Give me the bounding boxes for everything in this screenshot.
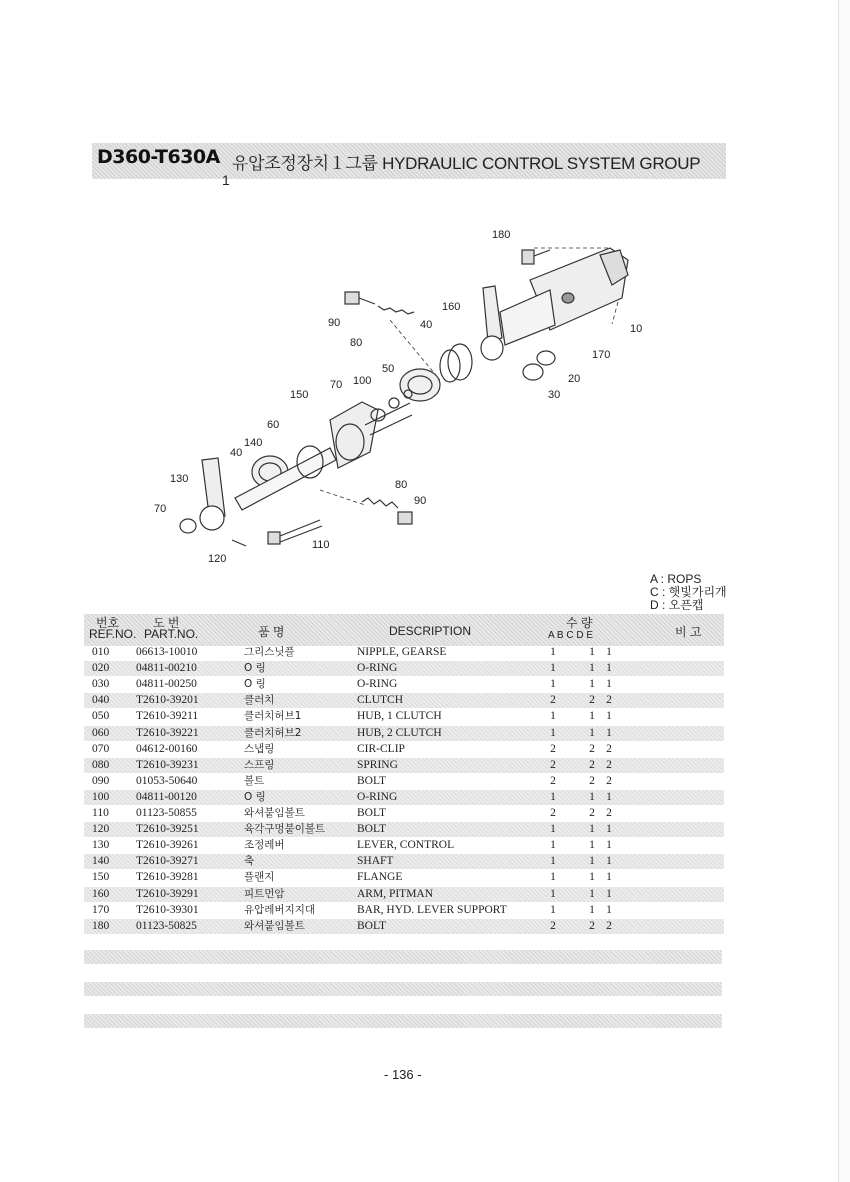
table-row [84, 693, 724, 708]
table-row [84, 870, 724, 885]
callout-180: 180 [492, 229, 511, 241]
cell-part: T2610-39271 [136, 855, 199, 868]
callout-90: 90 [328, 317, 341, 329]
cell-kor: 그리스닛플 [244, 646, 295, 658]
cell-ref: 110 [92, 807, 109, 819]
cell-ref: 090 [92, 774, 110, 787]
header-ref-eng: REF.NO. [89, 627, 137, 641]
cell-c: 1 [589, 662, 595, 675]
table-row [84, 709, 724, 724]
cell-kor: 클러치허브1 [244, 710, 302, 723]
cell-a: 1 [550, 726, 556, 739]
cell-c: 2 [589, 694, 595, 707]
cell-desc: NIPPLE, GEARSE [357, 646, 447, 658]
model-code: D360-T630A [97, 146, 220, 168]
cell-desc: SPRING [357, 758, 398, 771]
cell-part: 04811-00250 [136, 678, 197, 691]
exploded-parts-diagram [150, 220, 650, 570]
callout-120: 120 [208, 553, 227, 565]
table-row [84, 887, 724, 902]
table-row [84, 903, 724, 918]
cell-part: T2610-39281 [136, 871, 199, 884]
cell-kor: 볼트 [244, 774, 265, 787]
callout-160: 160 [442, 301, 461, 313]
callout-70-lower: 70 [154, 503, 167, 515]
table-row [84, 806, 724, 821]
cell-d: 2 [606, 742, 612, 755]
cell-c: 1 [589, 710, 595, 723]
cell-ref: 100 [92, 790, 110, 803]
cell-d: 2 [606, 758, 612, 771]
cell-part: 06613-10010 [136, 646, 198, 658]
cell-part: 01053-50640 [136, 774, 198, 787]
cell-a: 1 [550, 855, 556, 868]
cell-kor: 플랜지 [244, 871, 275, 884]
cell-a: 1 [550, 839, 556, 852]
cell-desc: O-RING [357, 662, 398, 675]
cell-desc: LEVER, CONTROL [357, 839, 455, 852]
cell-c: 1 [589, 646, 595, 658]
callout-70: 70 [330, 379, 343, 391]
table-row [84, 645, 724, 660]
cell-desc: BOLT [357, 774, 386, 787]
callout-40: 40 [420, 319, 433, 331]
cell-ref: 160 [92, 887, 110, 900]
cell-kor: 스프링 [244, 758, 275, 771]
cell-c: 1 [589, 726, 595, 739]
cell-desc: SHAFT [357, 855, 394, 868]
cell-a: 2 [550, 807, 556, 819]
cell-c: 1 [589, 871, 595, 884]
callout-140: 140 [244, 437, 263, 449]
cell-d: 1 [606, 855, 612, 868]
callout-20: 20 [568, 373, 581, 385]
cell-part: T2610-39221 [136, 726, 199, 739]
cell-d: 1 [606, 903, 612, 916]
cell-a: 2 [550, 774, 556, 787]
cell-c: 2 [589, 919, 595, 932]
legend-item: C : 햇빛가리개 [650, 585, 727, 599]
cell-part: T2610-39251 [136, 823, 199, 836]
callout-150: 150 [290, 389, 309, 401]
cell-kor: 피트먼암 [244, 887, 285, 900]
empty-row-band [84, 1014, 722, 1028]
cell-kor: 와셔붙임볼트 [244, 919, 305, 932]
cell-d: 1 [606, 871, 612, 884]
callout-130: 130 [170, 473, 189, 485]
cell-part: T2610-39301 [136, 903, 199, 916]
cell-ref: 180 [92, 919, 110, 932]
cell-d: 1 [606, 710, 612, 723]
cell-c: 2 [589, 774, 595, 787]
header-qty-cols: A B C D E [548, 630, 594, 641]
cell-desc: O-RING [357, 790, 398, 803]
cell-kor: 스냅링 [244, 742, 275, 755]
cell-d: 1 [606, 887, 612, 900]
cell-kor: 클러치허브2 [244, 726, 302, 739]
empty-row-band [84, 982, 722, 996]
cell-d: 1 [606, 823, 612, 836]
cell-kor: O 링 [244, 662, 266, 675]
callout-50: 50 [382, 363, 395, 375]
cell-desc: CIR-CLIP [357, 742, 405, 755]
callout-30: 30 [548, 389, 561, 401]
cell-d: 1 [606, 726, 612, 739]
cell-a: 1 [550, 678, 556, 691]
cell-desc: HUB, 2 CLUTCH [357, 726, 442, 739]
cell-d: 1 [606, 646, 612, 658]
cell-part: T2610-39261 [136, 839, 199, 852]
cell-a: 2 [550, 694, 556, 707]
cell-kor: 조정레버 [244, 839, 285, 852]
cell-c: 1 [589, 887, 595, 900]
cell-d: 1 [606, 790, 612, 803]
cell-c: 1 [589, 839, 595, 852]
cell-d: 2 [606, 919, 612, 932]
cell-a: 2 [550, 758, 556, 771]
cell-desc: ARM, PITMAN [357, 887, 434, 900]
callout-110: 110 [312, 539, 330, 551]
cell-d: 2 [606, 774, 612, 787]
cell-a: 1 [550, 662, 556, 675]
table-row [84, 742, 724, 757]
cell-a: 1 [550, 887, 556, 900]
cell-c: 1 [589, 790, 595, 803]
cell-c: 1 [589, 823, 595, 836]
cell-ref: 030 [92, 678, 110, 691]
group-title: 유압조정장치１그룹 HYDRAULIC CONTROL SYSTEM GROUP [232, 154, 701, 173]
cell-part: T2610-39291 [136, 887, 199, 900]
cell-ref: 080 [92, 758, 110, 771]
callout-80-lower: 80 [395, 479, 408, 491]
cell-kor: 와셔붙임볼트 [244, 807, 305, 819]
cell-c: 1 [589, 903, 595, 916]
cell-kor: O 링 [244, 790, 266, 803]
cell-ref: 170 [92, 903, 110, 916]
cell-d: 2 [606, 694, 612, 707]
group-subnumber: 1 [222, 172, 230, 188]
cell-desc: FLANGE [357, 871, 403, 884]
header-part-kor: 도 번 [153, 616, 180, 630]
cell-part: 04811-00210 [136, 662, 197, 675]
cell-part: 01123-50855 [136, 807, 197, 819]
table-row [84, 822, 724, 837]
quantity-legend [650, 573, 727, 612]
cell-desc: BAR, HYD. LEVER SUPPORT [357, 903, 507, 916]
table-row [84, 838, 724, 853]
header-ref-kor: 번호 [96, 616, 120, 630]
cell-kor: 축 [244, 855, 255, 868]
cell-ref: 150 [92, 871, 110, 884]
cell-part: 04811-00120 [136, 790, 197, 803]
cell-desc: CLUTCH [357, 694, 403, 707]
cell-d: 2 [606, 807, 612, 819]
cell-desc: BOLT [357, 823, 386, 836]
table-row [84, 661, 724, 676]
table-row [84, 677, 724, 692]
cell-desc: BOLT [357, 807, 386, 819]
cell-ref: 040 [92, 694, 110, 707]
cell-kor: O 링 [244, 678, 266, 691]
cell-d: 1 [606, 662, 612, 675]
cell-a: 1 [550, 871, 556, 884]
table-row [84, 774, 724, 789]
cell-ref: 140 [92, 855, 110, 868]
cell-ref: 020 [92, 662, 110, 675]
cell-kor: 육각구멍붙이볼트 [244, 823, 326, 836]
header-description: DESCRIPTION [389, 624, 472, 638]
cell-part: 04612-00160 [136, 742, 198, 755]
cell-c: 2 [589, 758, 595, 771]
cell-part: 01123-50825 [136, 919, 197, 932]
cell-a: 1 [550, 646, 556, 658]
cell-ref: 010 [92, 646, 110, 658]
empty-row-band [84, 950, 722, 964]
cell-desc: HUB, 1 CLUTCH [357, 710, 442, 723]
cell-d: 1 [606, 839, 612, 852]
header-part-eng: PART.NO. [144, 627, 199, 641]
cell-ref: 120 [92, 823, 110, 836]
table-row [84, 854, 724, 869]
cell-ref: 130 [92, 839, 110, 852]
cell-a: 1 [550, 710, 556, 723]
cell-part: T2610-39231 [136, 758, 199, 771]
callout-100: 100 [353, 375, 372, 387]
callout-40-lower: 40 [230, 447, 243, 459]
table-row [84, 919, 724, 934]
cell-kor: 유압레버지지대 [244, 903, 316, 916]
cell-ref: 070 [92, 742, 110, 755]
header-remark: 비 고 [675, 625, 702, 639]
callout-10: 10 [630, 323, 643, 335]
cell-a: 2 [550, 742, 556, 755]
legend-item: A : ROPS [650, 572, 702, 586]
cell-part: T2610-39211 [136, 710, 199, 723]
cell-d: 1 [606, 678, 612, 691]
callout-170: 170 [592, 349, 611, 361]
cell-part: T2610-39201 [136, 694, 199, 707]
cell-ref: 050 [92, 710, 110, 723]
header-qty-kor: 수 량 [566, 616, 593, 630]
table-row [84, 726, 724, 741]
cell-a: 1 [550, 823, 556, 836]
legend-item: D : 오픈캡 [650, 598, 704, 612]
page-number: - 136 - [384, 1067, 422, 1082]
cell-a: 1 [550, 790, 556, 803]
callout-80: 80 [350, 337, 363, 349]
cell-desc: BOLT [357, 919, 386, 932]
cell-c: 1 [589, 855, 595, 868]
table-row [84, 758, 724, 773]
cell-a: 1 [550, 903, 556, 916]
cell-a: 2 [550, 919, 556, 932]
header-name-kor: 품 명 [258, 625, 285, 639]
cell-c: 2 [589, 807, 595, 819]
cell-c: 1 [589, 678, 595, 691]
cell-ref: 060 [92, 726, 110, 739]
cell-c: 2 [589, 742, 595, 755]
cell-kor: 클러치 [244, 694, 275, 707]
callout-60: 60 [267, 419, 280, 431]
callout-90-lower: 90 [414, 495, 427, 507]
cell-desc: O-RING [357, 678, 398, 691]
table-row [84, 790, 724, 805]
